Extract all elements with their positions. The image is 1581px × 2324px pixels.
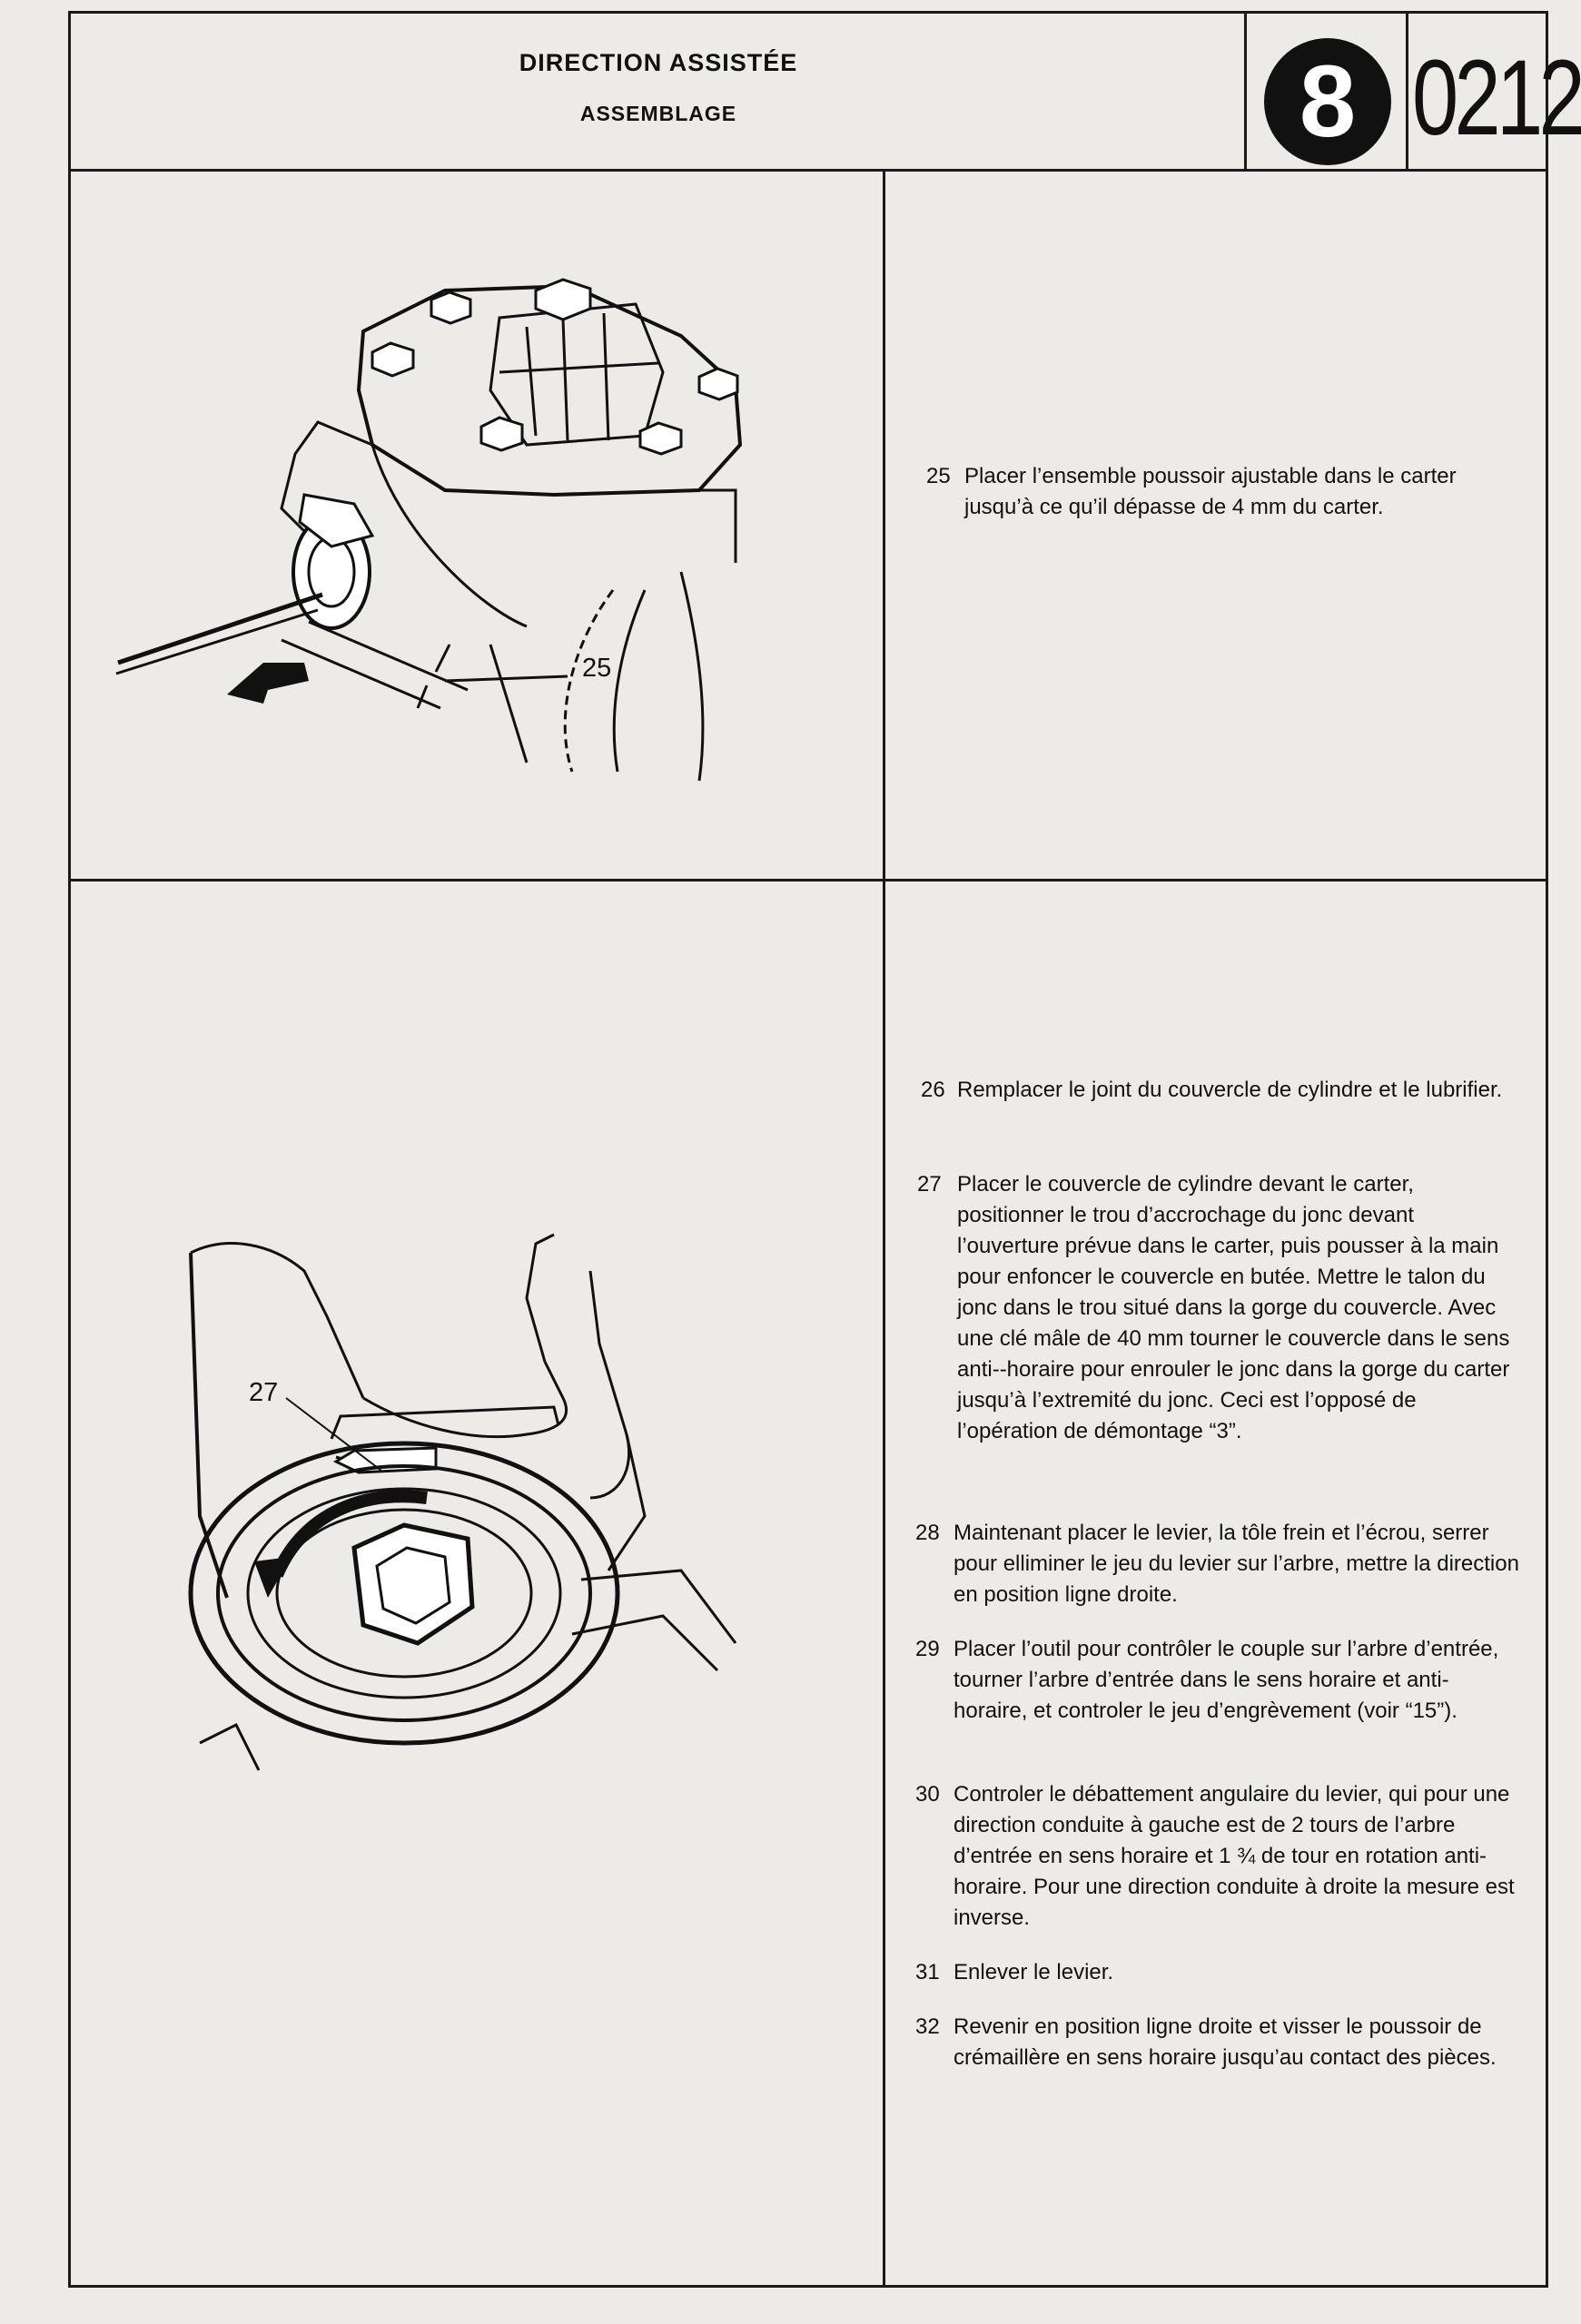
hex-socket (354, 1525, 472, 1643)
column-divider (883, 169, 885, 2288)
step-text: Remplacer le joint du couvercle de cylindre et le lubrifier. (957, 1078, 1503, 1102)
step-text: Placer l’outil pour contrôler le couple sur l’arbre d’entrée, tourner l’arbre d’entrée dans le sens horaire et anti-horaire, et controler le jeu d’engrèvement (voir “15”). (954, 1637, 1499, 1723)
step-30 (915, 1779, 1520, 1934)
figure-adjustable-pusher (100, 263, 808, 790)
figure-2-callout: 27 (249, 1378, 279, 1407)
row-divider (68, 879, 1548, 881)
step-number: 27 (917, 1172, 942, 1196)
step-number: 25 (926, 464, 951, 488)
callout-27-leader (282, 1393, 390, 1475)
step-28 (915, 1518, 1520, 1610)
rotation-arrow-icon (227, 663, 309, 704)
step-29 (915, 1634, 1520, 1727)
figure-cylinder-cover (173, 1216, 790, 1797)
step-26 (921, 1075, 1522, 1106)
page-title: DIRECTION ASSISTÉE (519, 49, 798, 76)
bolt-heads (372, 280, 737, 454)
step-number: 26 (921, 1078, 945, 1102)
header-divider (68, 169, 1548, 172)
step-number: 32 (915, 2014, 940, 2039)
step-number: 31 (915, 1960, 940, 1984)
step-31 (915, 1957, 1520, 1988)
step-number: 30 (915, 1782, 940, 1807)
step-25 (926, 461, 1526, 523)
step-text: Revenir en position ligne droite et visser le poussoir de crémaillère en sens horaire jusqu’au contact des pièces. (954, 2014, 1497, 2070)
step-text: Maintenant placer le levier, la tôle frein et l’écrou, serrer pour elliminer le jeu du levier sur l’arbre, mettre la direction en position ligne droite. (954, 1521, 1519, 1607)
header-box-divider-right (1406, 11, 1408, 171)
step-text: Placer l’ensemble poussoir ajustable dans le carter jusqu’à ce qu’il dépasse de 4 mm du carter. (964, 464, 1457, 519)
page-code: 0212 (1412, 38, 1581, 158)
header-box-divider-left (1244, 11, 1247, 171)
section-badge: 8 (1264, 38, 1391, 165)
step-text: Placer le couvercle de cylindre devant le carter, positionner le trou d’accrochage du jonc devant l’ouverture prévue dans le carter, puis pousser à la main pour enfoncer le couvercle en butée. Mettre le talon du jonc dans le trou situé dans la gorge du couvercle. Avec une clé mâle de 40 mm tourner le couvercle dans le sens anti--horaire pour enrouler le jonc dans la gorge du carter jusqu’à l’extremité du jonc. Ceci est l’opposé de l’opération de démontage “3”. (957, 1172, 1510, 1443)
step-text: Enlever le levier. (954, 1960, 1114, 1984)
bleed-through-text (54, 1180, 60, 1204)
page-subtitle: ASSEMBLAGE (579, 102, 737, 125)
figure-1-callout: 25 (582, 654, 612, 683)
step-number: 28 (915, 1521, 940, 1545)
step-text: Controler le débattement angulaire du levier, qui pour une direction conduite à gauche est de 2 tours de l’arbre d’entrée en sens horaire et 1 ¾ de tour en rotation anti-horaire. Pour une direction conduite à droite la mesure est inverse. (954, 1782, 1515, 1930)
step-number: 29 (915, 1637, 940, 1661)
step-27 (917, 1169, 1518, 1447)
step-32 (915, 2012, 1520, 2073)
